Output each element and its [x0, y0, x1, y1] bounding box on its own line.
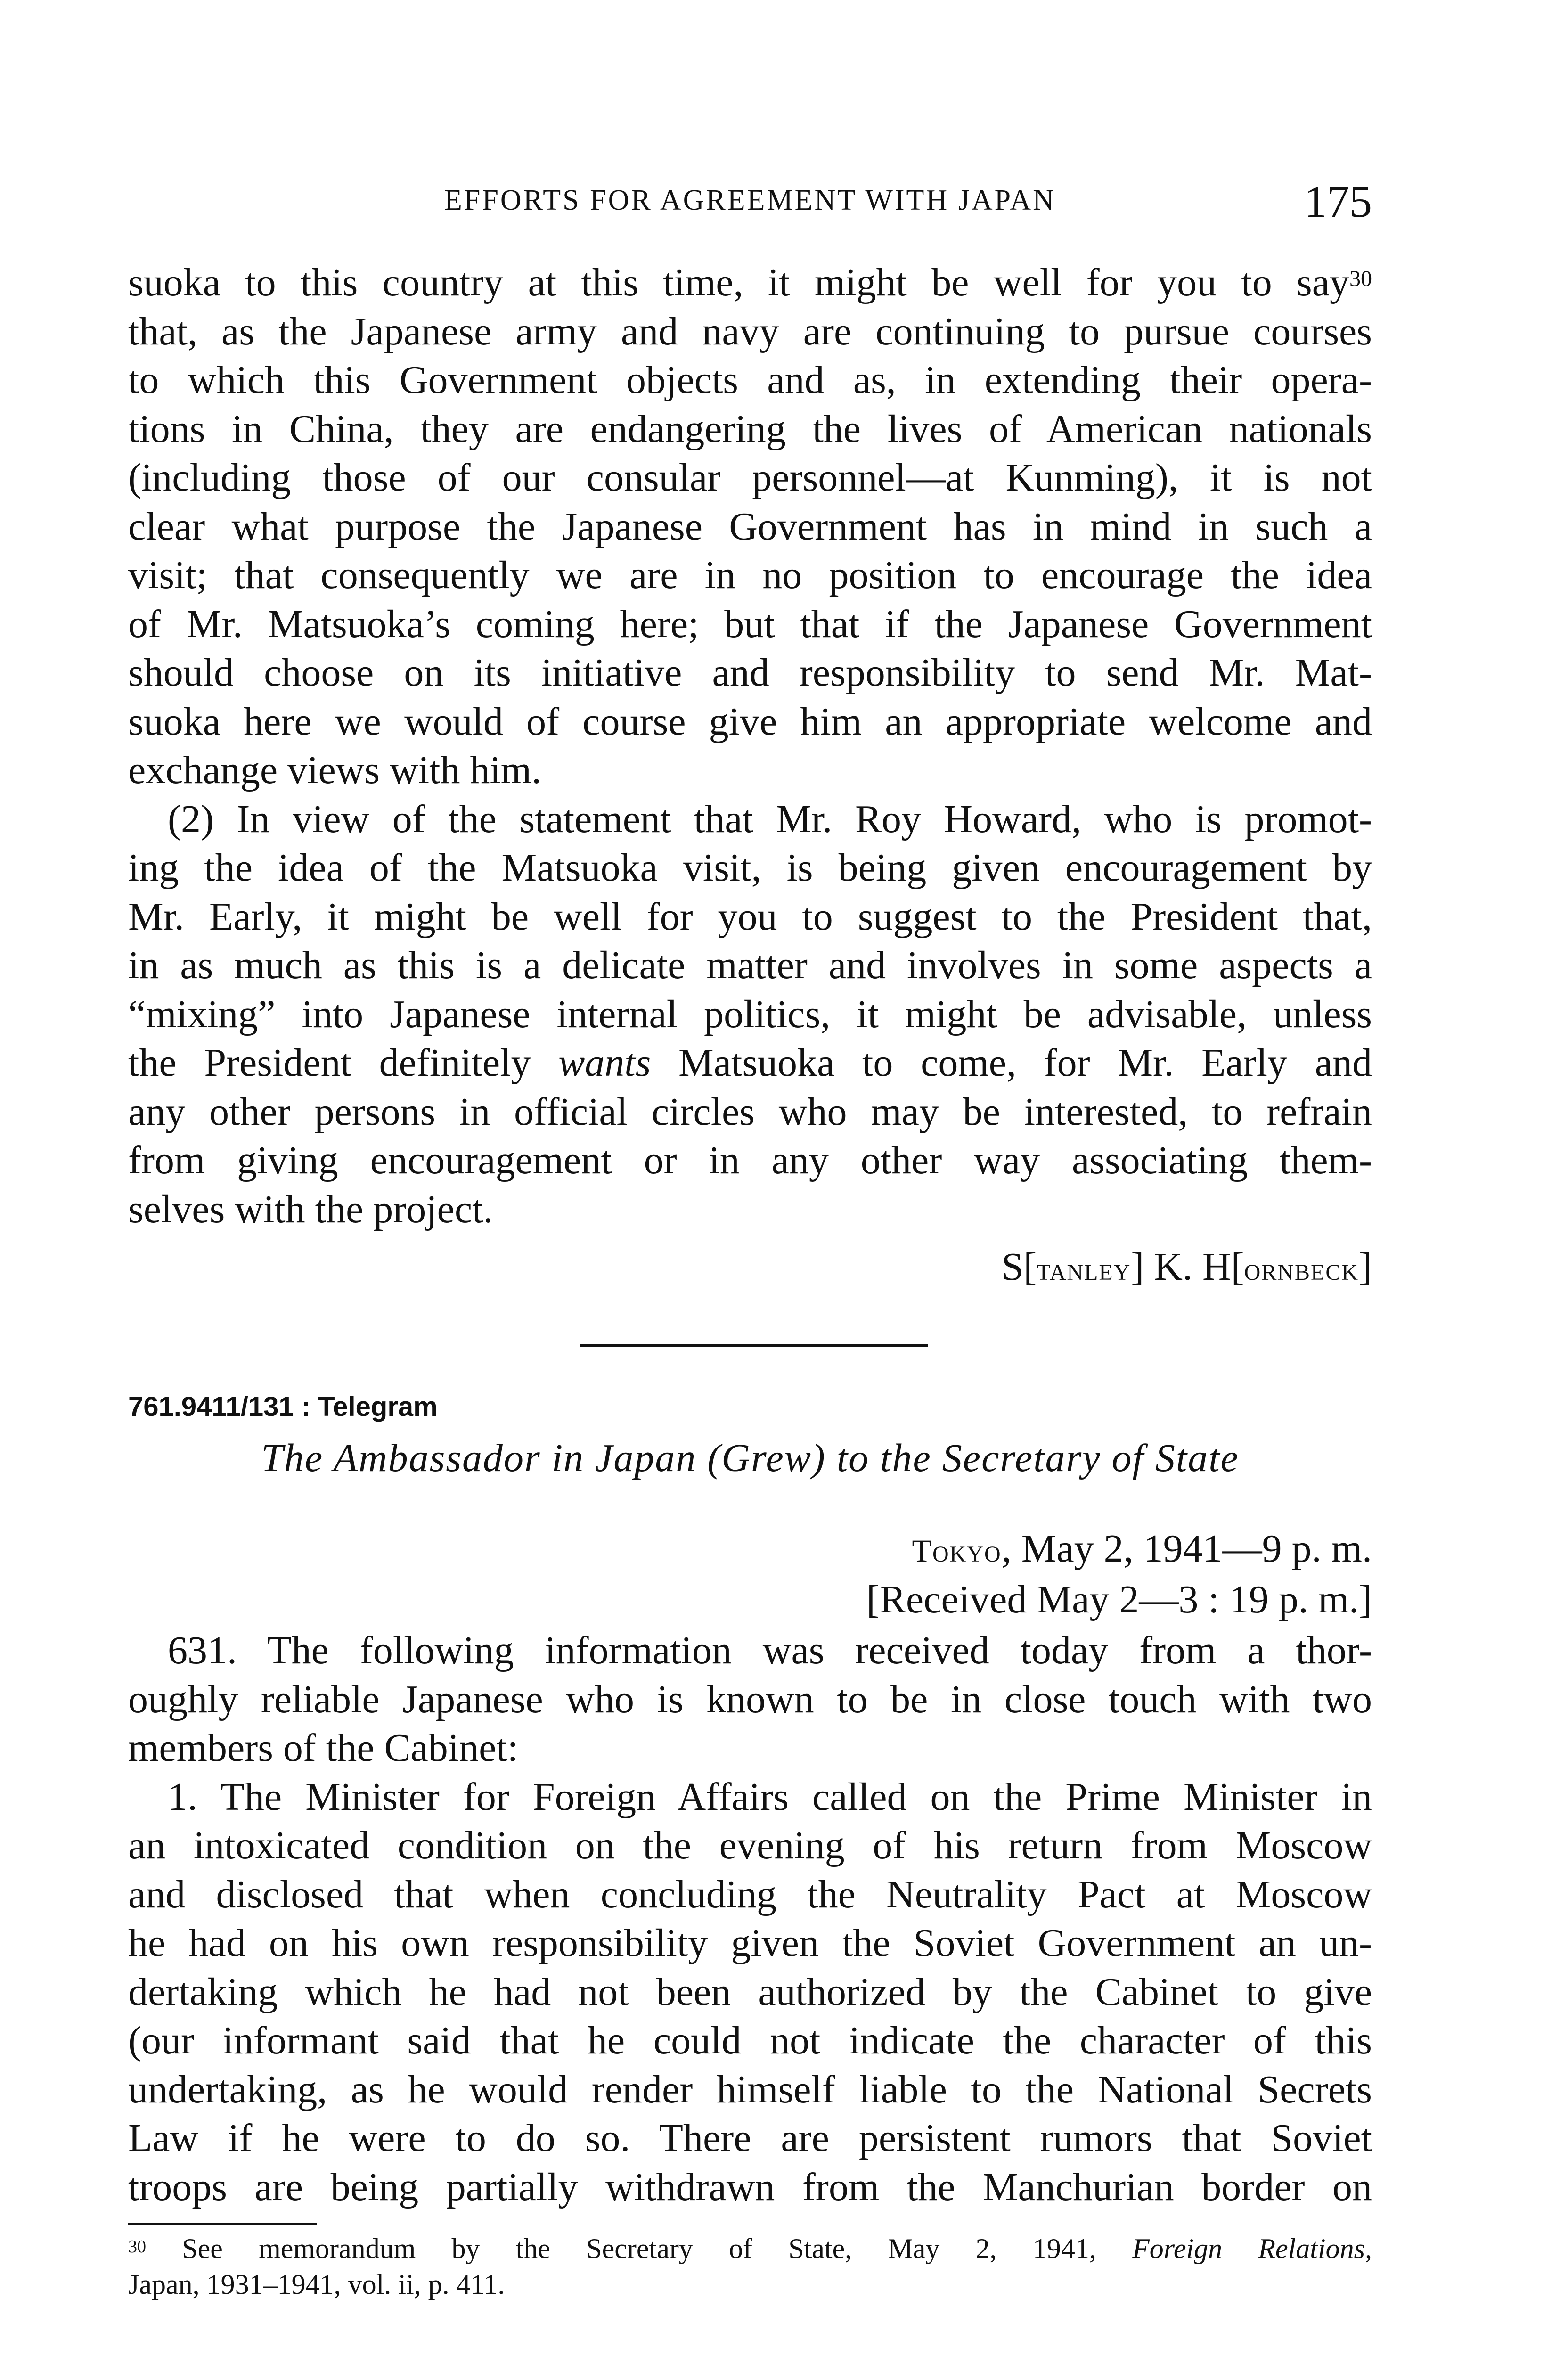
text-line: 1. The Minister for Foreign Affairs called on the Prime Minister in: [168, 1775, 1372, 1819]
memo-body: [128, 258, 1372, 1234]
text-line: clear what purpose the Japanese Government has in mind in such a: [128, 504, 1372, 548]
text-line: he had on his own responsibility given the Soviet Government an un-: [128, 1921, 1372, 1965]
text-line: (our informant said that he could not indicate the character of this: [128, 2019, 1372, 2062]
text-line: an intoxicated condition on the evening of his return from Moscow: [128, 1824, 1372, 1867]
text-line: 631. The following information was received today from a thor-: [168, 1628, 1372, 1672]
emphasis: wants: [558, 1041, 651, 1085]
text-line: (including those of our consular personnel—at Kunming), it is not: [128, 456, 1372, 499]
text-line: exchange views with him.: [128, 748, 542, 792]
signature: S[tanley] K. H[ornbeck]: [1001, 1245, 1372, 1289]
text-line: from giving encouragement or in any other way associating them-: [128, 1138, 1372, 1182]
footnote: [128, 2231, 1372, 2302]
text-line: and disclosed that when concluding the Neutrality Pact at Moscow: [128, 1872, 1372, 1916]
text-line: oughly reliable Japanese who is known to be in close touch with two: [128, 1677, 1372, 1721]
text-line: in as much as this is a delicate matter and involves in some aspects a: [128, 943, 1372, 987]
dateline-received: [Received May 2—3 : 19 p. m.]: [866, 1578, 1372, 1621]
text-line: should choose on its initiative and responsibility to send Mr. Mat-: [128, 651, 1372, 695]
text-line: of Mr. Matsuoka’s coming here; but that if the Japanese Government: [128, 602, 1372, 646]
text-line: troops are being partially withdrawn from the Manchurian border on: [128, 2165, 1372, 2209]
section-divider: [580, 1344, 928, 1347]
dateline-sent: Tokyo, May 2, 1941—9 p. m.: [912, 1527, 1372, 1571]
footnote-line: $^{30}$ See memorandum by the Secretary of State, May 2, 1941, Foreign Relations,: [128, 2233, 1372, 2264]
text-line: tions in China, they are endangering the lives of American nationals: [128, 407, 1372, 451]
page-header: [128, 175, 1372, 227]
text-line: Mr. Early, it might be well for you to suggest to the President that,: [128, 894, 1372, 939]
text-line: undertaking, as he would render himself liable to the National Secrets: [128, 2067, 1372, 2111]
text-line: to which this Government objects and as, in extending their opera-: [128, 358, 1372, 402]
text-line: members of the Cabinet:: [128, 1726, 519, 1770]
running-title: EFFORTS FOR AGREEMENT WITH JAPAN: [444, 184, 1056, 216]
text-line: that, as the Japanese army and navy are continuing to pursue courses: [128, 309, 1372, 353]
text-line: suoka here we would of course give him an appropriate welcome and: [128, 699, 1372, 744]
text-line: suoka to this country at this time, it might be well for you to say$^{30}$: [128, 261, 1372, 304]
text-line: the President definitely wants Matsuoka to come, for Mr. Early and: [128, 1041, 1372, 1085]
text-line: selves with the project.: [128, 1187, 493, 1231]
footnote-reference[interactable]: 30: [1349, 266, 1372, 291]
text-line: “mixing” into Japanese internal politics, it might be advisable, unless: [128, 992, 1372, 1036]
text-line: visit; that consequently we are in no position to encourage the idea: [128, 553, 1372, 597]
page-number: 175: [1304, 176, 1372, 227]
text-line: ing the idea of the Matsuoka visit, is being given encouragement by: [128, 846, 1372, 890]
text-line: dertaking which he had not been authorized by the Cabinet to give: [128, 1970, 1372, 2014]
text-line: Law if he were to do so. There are persistent rumors that Soviet: [128, 2116, 1372, 2160]
telegram-body: [128, 1626, 1372, 2211]
dateline: [128, 1524, 1372, 1624]
footnote-number: 30: [128, 2237, 146, 2257]
document-file-number: 761.9411/131 : Telegram: [128, 1391, 438, 1422]
text-line: any other persons in official circles who may be interested, to refrain: [128, 1089, 1372, 1134]
footnote-divider: [128, 2223, 317, 2225]
text-line: (2) In view of the statement that Mr. Roy Howard, who is promot-: [168, 797, 1372, 841]
document-title: The Ambassador in Japan (Grew) to the Secretary of State: [261, 1436, 1239, 1480]
footnote-line: Japan, 1931–1941, vol. ii, p. 411.: [128, 2269, 505, 2300]
